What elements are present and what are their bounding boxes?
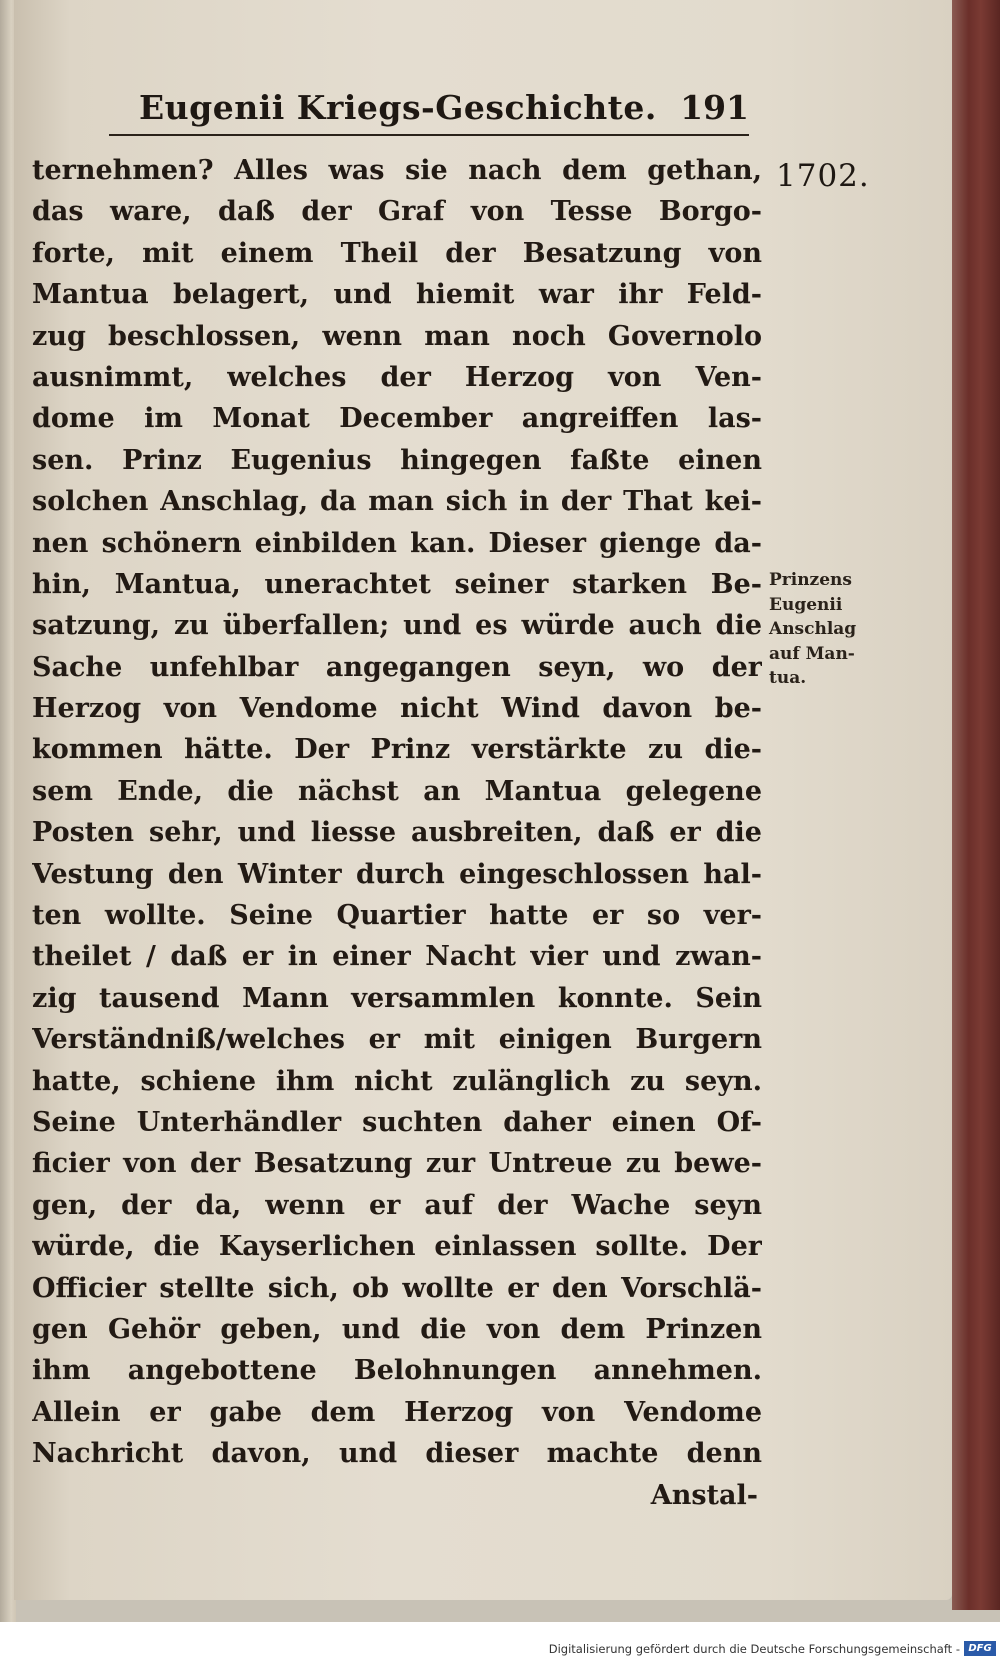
running-head: Eugenii Kriegs-Geschichte. xyxy=(139,88,657,127)
margin-note-line: tua. xyxy=(769,668,807,688)
text-line: sem Ende, die nächst an Mantua gelegene xyxy=(32,775,762,807)
text-line: Herzog von Vendome nicht Wind davon be- xyxy=(32,693,762,725)
text-line: Mantua belagert, und hiemit war ihr Feld- xyxy=(32,279,762,311)
text-line: zig tausend Mann versammlen konnte. Sein xyxy=(32,982,762,1014)
text-line: nen schönern einbilden kan. Dieser gienge da- xyxy=(32,527,762,559)
footer-bar xyxy=(0,1622,1000,1660)
text-line: sen. Prinz Eugenius hingegen faßte einen xyxy=(32,444,762,476)
margin-note-line: auf Man- xyxy=(769,643,855,664)
margin-note-line: Anschlag xyxy=(769,619,857,639)
page-header xyxy=(109,88,759,138)
text-line: ausnimmt, welches der Herzog von Ven- xyxy=(32,361,762,393)
text-line: Sache unfehlbar angegangen seyn, wo der xyxy=(32,651,762,683)
text-line: forte, mit einem Theil der Besatzung von xyxy=(32,237,762,269)
text-line: hatte, schiene ihm nicht zulänglich zu seyn. xyxy=(32,1065,762,1097)
text-line: Allein er gabe dem Herzog von Vendome xyxy=(32,1396,762,1428)
text-line: würde, die Kayserlichen einlassen sollte. Der xyxy=(32,1231,762,1263)
text-line: ihm angebottene Belohnungen annehmen. xyxy=(32,1355,762,1387)
text-line: Nachricht davon, und dieser machte denn xyxy=(32,1438,762,1470)
text-line: gen, der da, wenn er auf der Wache seyn xyxy=(32,1189,762,1221)
text-line: Posten sehr, und liesse ausbreiten, daß er die xyxy=(32,817,762,849)
margin-year: 1702. xyxy=(776,158,870,194)
text-line: zug beschlossen, wenn man noch Governolo xyxy=(32,320,762,352)
text-line: gen Gehör geben, und die von dem Prinzen xyxy=(32,1313,762,1345)
text-line: ternehmen? Alles was sie nach dem gethan, xyxy=(32,155,762,186)
text-line: Verständniß/welches er mit einigen Burgern xyxy=(32,1024,762,1056)
text-line: hin, Mantua, unerachtet seiner starken Be- xyxy=(32,568,762,600)
text-line: Officier stellte sich, ob wollte er den Vorschlä- xyxy=(32,1272,762,1304)
text-line: das ware, daß der Graf von Tesse Borgo- xyxy=(32,196,762,228)
header-rule xyxy=(109,134,749,136)
text-line: Vestung den Winter durch eingeschlossen hal- xyxy=(32,858,762,890)
text-line: Seine Unterhändler suchten daher einen Of- xyxy=(32,1106,762,1138)
book-binding-edge xyxy=(952,0,1000,1610)
page-number: 191 xyxy=(680,88,749,127)
margin-note-line: Prinzens xyxy=(769,570,852,590)
text-line: ten wollte. Seine Quartier hatte er so ver- xyxy=(32,900,762,932)
text-line: dome im Monat December angreiffen las- xyxy=(32,403,762,435)
margin-note xyxy=(769,568,879,691)
body-text xyxy=(32,150,762,1516)
text-line: solchen Anschlag, da man sich in der That kei- xyxy=(32,486,762,518)
margin-note-line: Eugenii xyxy=(769,594,843,615)
text-line: satzung, zu überfallen; und es würde auch die xyxy=(32,610,762,642)
text-line: theilet / daß er in einer Nacht vier und zwan- xyxy=(32,941,762,973)
text-line: kommen hätte. Der Prinz verstärkte zu die- xyxy=(32,734,762,766)
catchword: Anstal- xyxy=(650,1479,758,1511)
funding-credit: Digitalisierung gefördert durch die Deutsche Forschungsgemeinschaft - xyxy=(548,1642,960,1656)
text-line: ficier von der Besatzung zur Untreue zu bewe- xyxy=(32,1148,762,1180)
book-page xyxy=(14,0,952,1600)
dfg-logo-icon: DFG xyxy=(964,1641,996,1656)
